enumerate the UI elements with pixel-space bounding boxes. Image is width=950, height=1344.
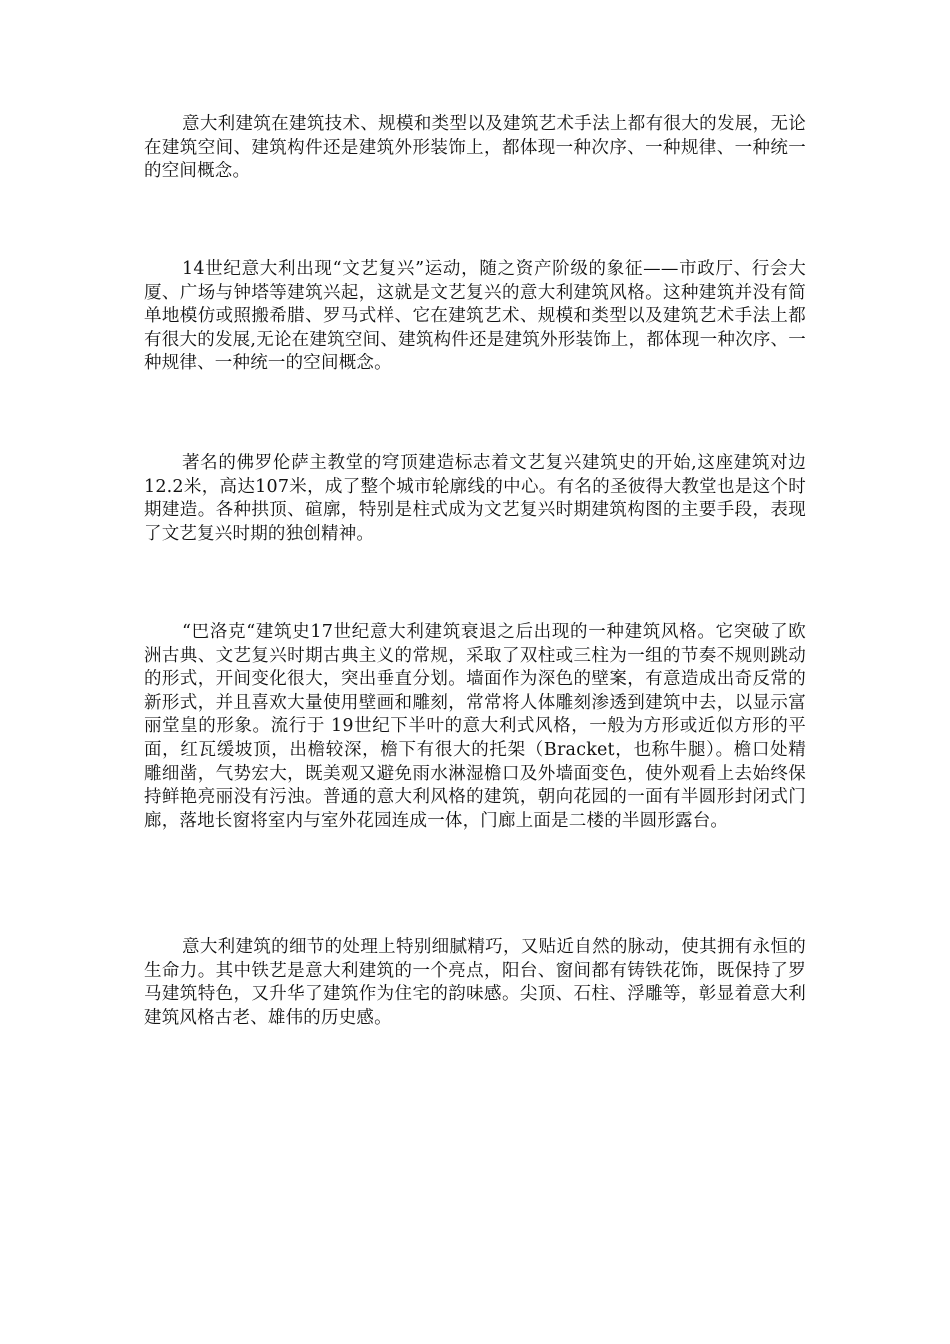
paragraph-florence-cathedral: 著名的佛罗伦萨主教堂的穹顶建造标志着文艺复兴建筑史的开始,这座建筑对边12.2米，高达107米，成了整个城市轮廓线的中心。有名的圣彼得大教堂也是这个时期建造。各种拱顶、碹廓，特别是柱式成为文艺复兴时期建筑构图的主要手段，表现了文艺复兴时期的独创精神。 xyxy=(144,453,806,544)
paragraph-details: 意大利建筑的细节的处理上特别细腻精巧，又贴近自然的脉动，使其拥有永恒的生命力。其中铁艺是意大利建筑的一个亮点，阳台、窗间都有铸铁花饰，既保持了罗马建筑特色，又升华了建筑作为住宅的韵味感。尖顶、石柱、浮雕等，彰显着意大利建筑风格古老、雄伟的历史感。 xyxy=(144,937,806,1028)
paragraph-renaissance-origin: 14世纪意大利出现“文艺复兴”运动，随之资产阶级的象征——市政厅、行会大厦、广场与钟塔等建筑兴起，这就是文艺复兴的意大利建筑风格。这种建筑并没有简单地模仿或照搬希腊、罗马式样、它在建筑艺术、规模和类型以及建筑艺术手法上都有很大的发展,无论在建筑空间、建筑构件还是建筑外形装饰上，都体现一种次序、一种规律、一种统一的空间概念。 xyxy=(144,259,806,374)
paragraph-intro: 意大利建筑在建筑技术、规模和类型以及建筑艺术手法上都有很大的发展，无论在建筑空间、建筑构件还是建筑外形装饰上，都体现一种次序、一种规律、一种统一的空间概念。 xyxy=(144,114,806,182)
paragraph-baroque: “巴洛克“建筑史17世纪意大利建筑衰退之后出现的一种建筑风格。它突破了欧洲古典、文艺复兴时期古典主义的常规，采取了双柱或三柱为一组的节奏不规则跳动的形式，开间变化很大，突出垂直分划。墙面作为深色的壁案，有意造成出奇反常的新形式，并且喜欢大量使用壁画和雕刻，常常将人体雕刻渗透到建筑中去，以显示富丽堂皇的形象。流行于 19世纪下半叶的意大利式风格，一般为方形或近似方形的平面，红瓦缓坡顶，出檐较深，檐下有很大的托架（Bracket，也称牛腿）。檐口处精雕细凿，气势宏大，既美观又避免雨水淋湿檐口及外墙面变色，使外观看上去始终保持鲜艳亮丽没有污浊。普通的意大利风格的建筑，朝向花园的一面有半圆形封闭式门廊，落地长窗将室内与室外花园连成一体，门廊上面是二楼的半圆形露台。 xyxy=(144,622,806,831)
